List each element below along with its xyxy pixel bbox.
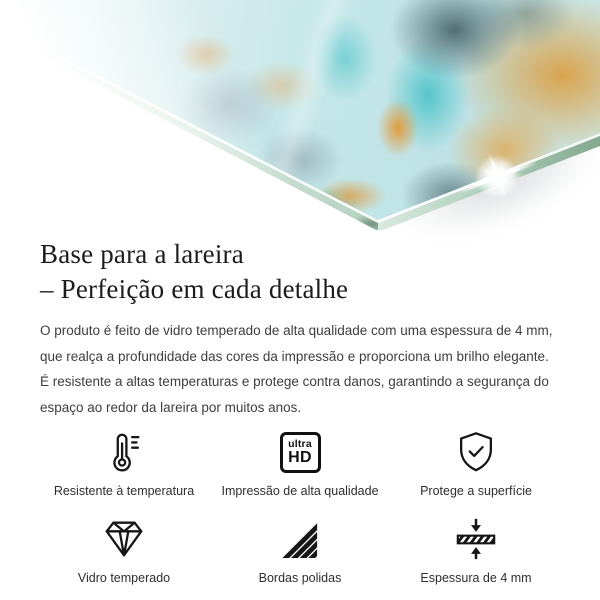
feature-temperature-resistant [40,428,208,499]
feature-label: Resistente à temperatura [53,484,195,498]
feature-label: Impressão de alta qualidade [221,484,379,498]
feature-label: Bordas polidas [258,571,342,585]
thickness-icon [453,515,499,563]
shield-check-icon [453,428,499,476]
ultra-hd-icon [280,428,321,476]
title-line-2: – Perfeição em cada detalhe [40,274,349,304]
sparkle-glint-icon [452,147,542,207]
feature-label: Vidro temperado [77,571,171,585]
product-details [0,237,600,586]
ultra-hd-text-bottom: HD [288,448,312,466]
polished-edges-icon [277,515,323,563]
feature-surface-protection [392,428,560,499]
feature-label: Espessura de 4 mm [420,571,532,585]
ultra-hd-text-top: ultra [288,437,312,450]
features-grid [40,428,560,586]
feature-label: Protege a superfície [420,484,532,498]
diamond-icon [101,515,147,563]
thermometer-icon [101,428,147,476]
feature-polished-edges [216,515,384,586]
product-image [0,0,600,230]
feature-print-quality [216,428,384,499]
feature-thickness [392,515,560,586]
title-line-1: Base para a lareira [40,239,244,269]
feature-tempered-glass [40,515,208,586]
product-description: O produto é feito de vidro temperado de alta qualidade com uma espessura de 4 mm, que realça a profundidade das cores da impressão e proporciona um brilho elegante. É resistente a altas temperaturas e protege contra danos, garantindo a segurança do espaço ao redor da lareira por muitos anos. [40,323,553,415]
page-title [40,237,560,307]
